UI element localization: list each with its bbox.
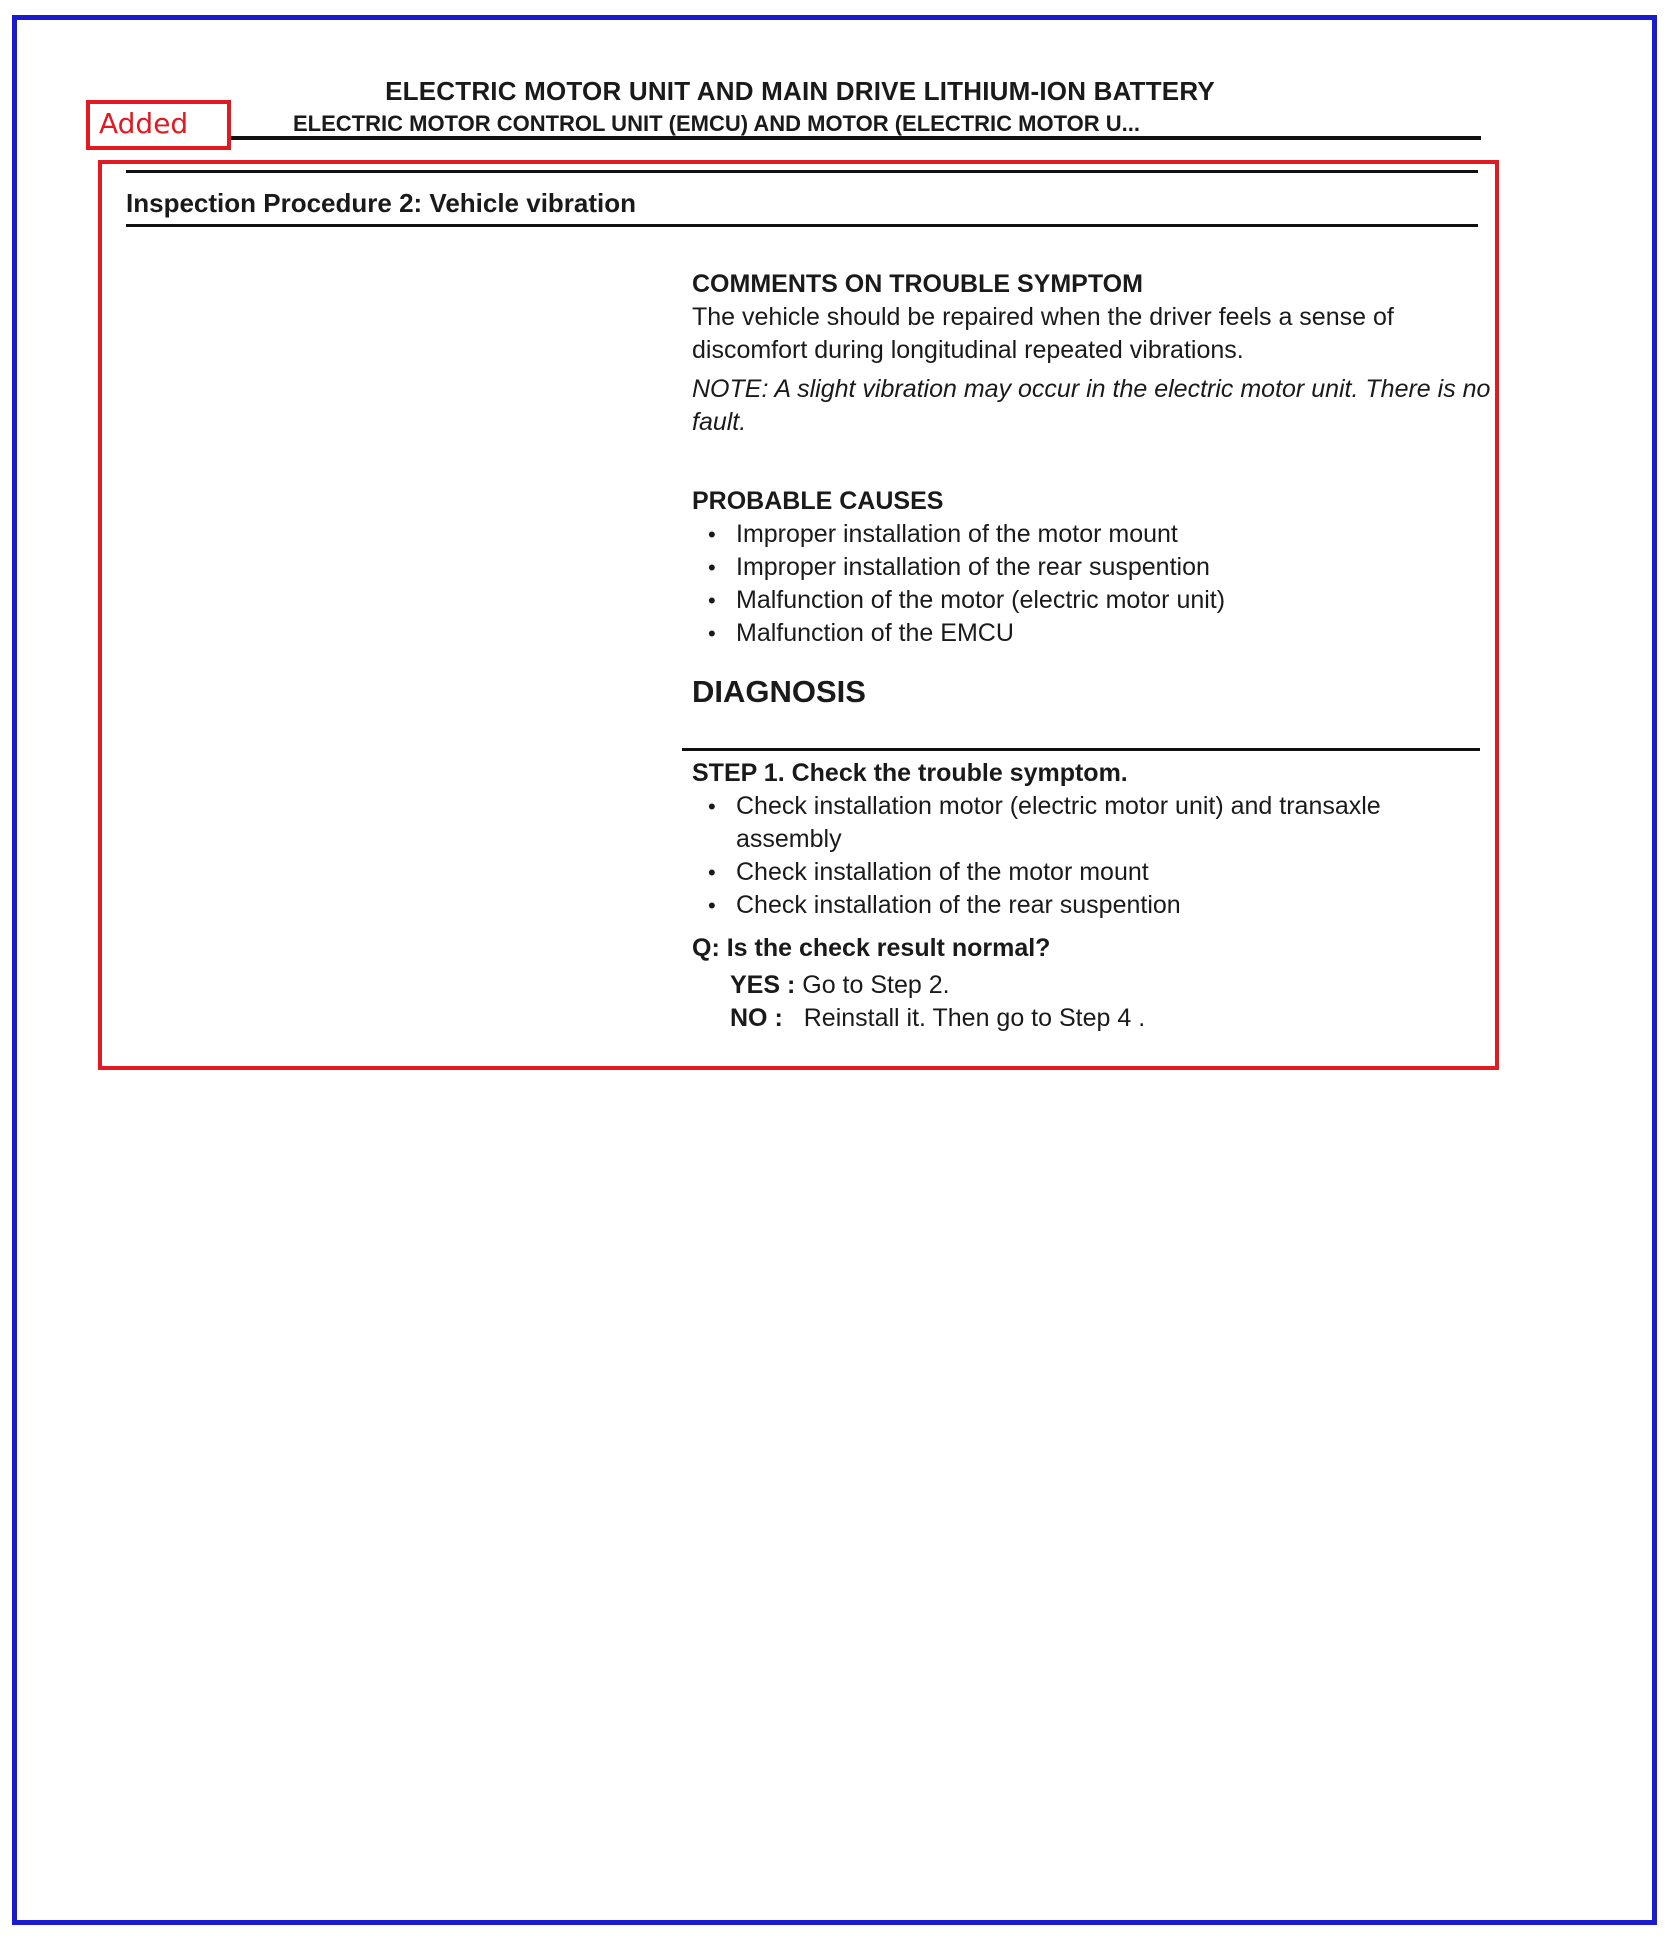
answer-yes-text: Go to Step 2. xyxy=(802,971,950,999)
bullet-icon: • xyxy=(708,588,716,613)
comments-text: The vehicle should be repaired when the driver feels a sense of discomfort during longitudinal repeated vibrations. xyxy=(692,303,1394,364)
header-rule xyxy=(231,136,1481,140)
comments-note: NOTE: A slight vibration may occur in the electric motor unit. There is no fault. xyxy=(692,375,1491,436)
diagnosis-heading: DIAGNOSIS xyxy=(692,674,866,709)
procedure-top-rule xyxy=(126,170,1478,173)
procedure-content xyxy=(692,268,1492,1035)
bullet-icon: • xyxy=(708,522,716,547)
step1-heading: STEP 1. Check the trouble symptom. xyxy=(692,759,1128,787)
procedure-bottom-rule xyxy=(126,224,1478,227)
added-stamp: Added xyxy=(86,100,231,150)
comments-heading: COMMENTS ON TROUBLE SYMPTOM xyxy=(692,270,1143,298)
causes-list xyxy=(692,518,1492,650)
list-item xyxy=(708,617,1492,650)
list-item xyxy=(708,889,1492,922)
step1-question: Q: Is the check result normal? xyxy=(692,934,1051,962)
step-item-text: Check installation of the rear suspention xyxy=(736,891,1181,919)
list-item xyxy=(708,551,1492,584)
cause-text: Malfunction of the motor (electric motor unit) xyxy=(736,586,1226,614)
procedure-title: Inspection Procedure 2: Vehicle vibration xyxy=(126,188,637,218)
causes-heading: PROBABLE CAUSES xyxy=(692,487,944,515)
header-title: ELECTRIC MOTOR UNIT AND MAIN DRIVE LITHIUM-ION BATTERY xyxy=(385,76,1215,106)
step1-answers xyxy=(730,969,1492,1035)
bullet-icon: • xyxy=(708,893,716,918)
cause-text: Improper installation of the motor mount xyxy=(736,520,1178,548)
bullet-icon: • xyxy=(708,860,716,885)
bullet-icon: • xyxy=(708,621,716,646)
bullet-icon: • xyxy=(708,555,716,580)
list-item xyxy=(708,790,1492,856)
answer-yes xyxy=(730,969,1492,1002)
list-item xyxy=(708,584,1492,617)
list-item xyxy=(708,518,1492,551)
answer-no-key: NO : xyxy=(730,1004,783,1032)
step-rule xyxy=(682,748,1480,751)
bullet-icon: • xyxy=(708,794,716,819)
cause-text: Improper installation of the rear suspention xyxy=(736,553,1210,581)
header-subtitle: ELECTRIC MOTOR CONTROL UNIT (EMCU) AND MOTOR (ELECTRIC MOTOR U... xyxy=(293,111,1140,136)
cause-text: Malfunction of the EMCU xyxy=(736,619,1014,647)
step-item-text: Check installation motor (electric motor unit) and transaxle assembly xyxy=(736,792,1381,853)
answer-no xyxy=(730,1002,1492,1035)
answer-yes-key: YES : xyxy=(730,971,796,999)
step-item-text: Check installation of the motor mount xyxy=(736,858,1149,886)
list-item xyxy=(708,856,1492,889)
step1-list xyxy=(692,790,1492,922)
answer-no-text: Reinstall it. Then go to Step 4 . xyxy=(803,1004,1146,1032)
